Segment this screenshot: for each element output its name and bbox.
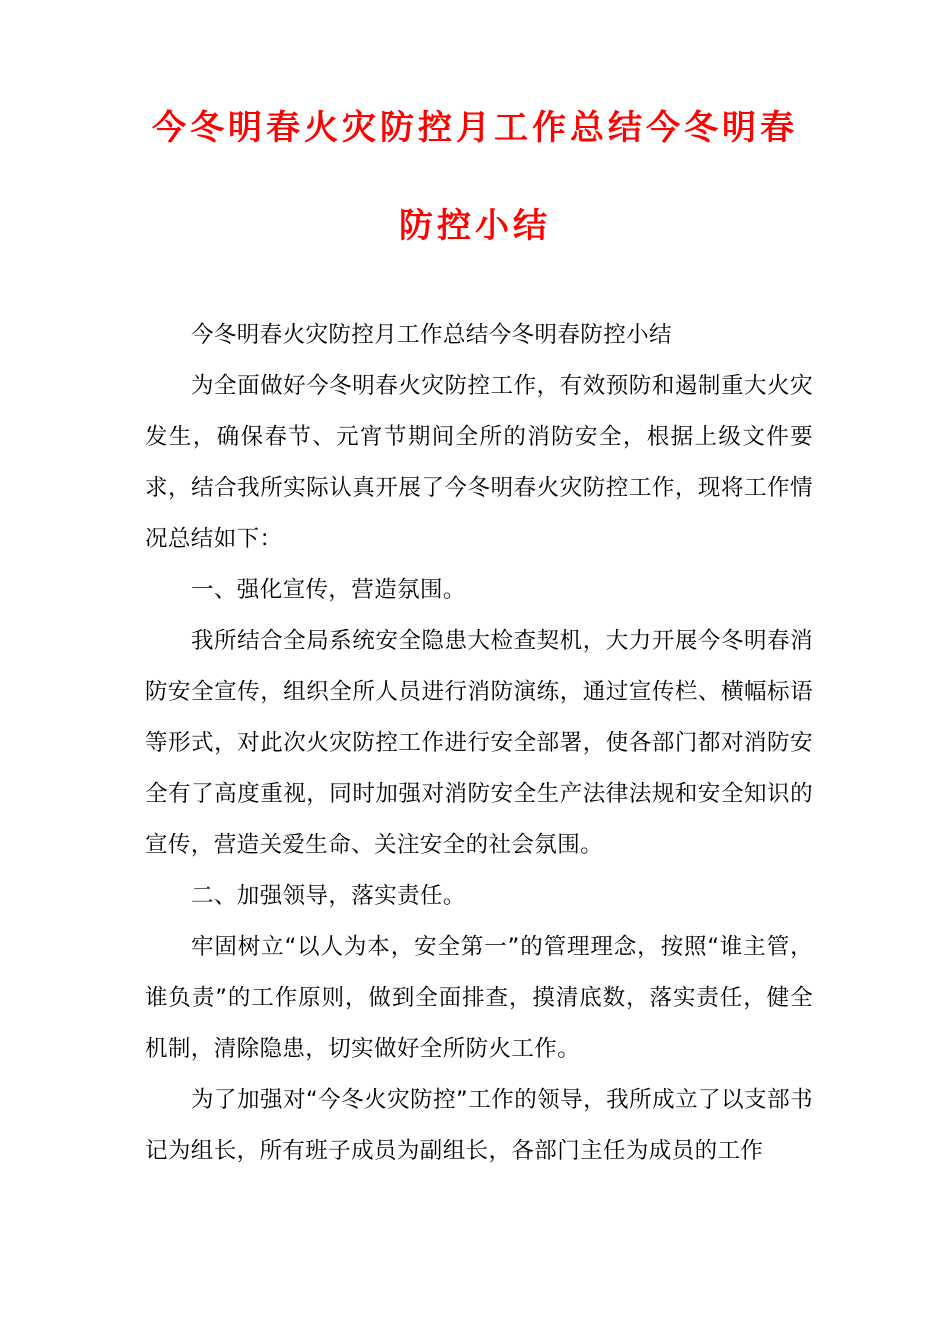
paragraph-section-1: 我所结合全局系统安全隐患大检查契机，大力开展今冬明春消防安全宣传，组织全所人员进行消防演练，通过宣传栏、横幅标语等形式，对此次火灾防控工作进行安全部署，使各部门都对消防安全有了高度重视，同时加强对消防安全生产法律法规和安全知识的宣传，营造关爱生命、关注安全的社会氛围。	[145, 628, 813, 858]
paragraph-section-2b: 为了加强对“今冬火灾防控”工作的领导，我所成立了以支部书记为组长，所有班子成员为副组长，各部门主任为成员的工作	[145, 1087, 813, 1164]
paragraph-intro: 为全面做好今冬明春火灾防控工作，有效预防和遏制重大火灾发生，确保春节、元宵节期间全所的消防安全，根据上级文件要求，结合我所实际认真开展了今冬明春火灾防控工作，现将工作情况总结如下：	[145, 373, 813, 552]
paragraph-section-2a: 牢固树立“以人为本，安全第一”的管理理念，按照“谁主管，谁负责”的工作原则，做到全面排查，摸清底数，落实责任，健全机制，清除隐患，切实做好全所防火工作。	[145, 934, 813, 1062]
section-heading-2: 二、加强领导，落实责任。	[191, 883, 466, 909]
document-title-line-1: 今冬明春火灾防控月工作总结今冬明春	[152, 108, 798, 148]
paragraph-subtitle: 今冬明春火灾防控月工作总结今冬明春防控小结	[191, 322, 672, 348]
document-title-line-2: 防控小结	[399, 206, 551, 246]
document-body	[145, 310, 813, 1177]
section-heading-1: 一、强化宣传，营造氛围。	[191, 577, 466, 603]
